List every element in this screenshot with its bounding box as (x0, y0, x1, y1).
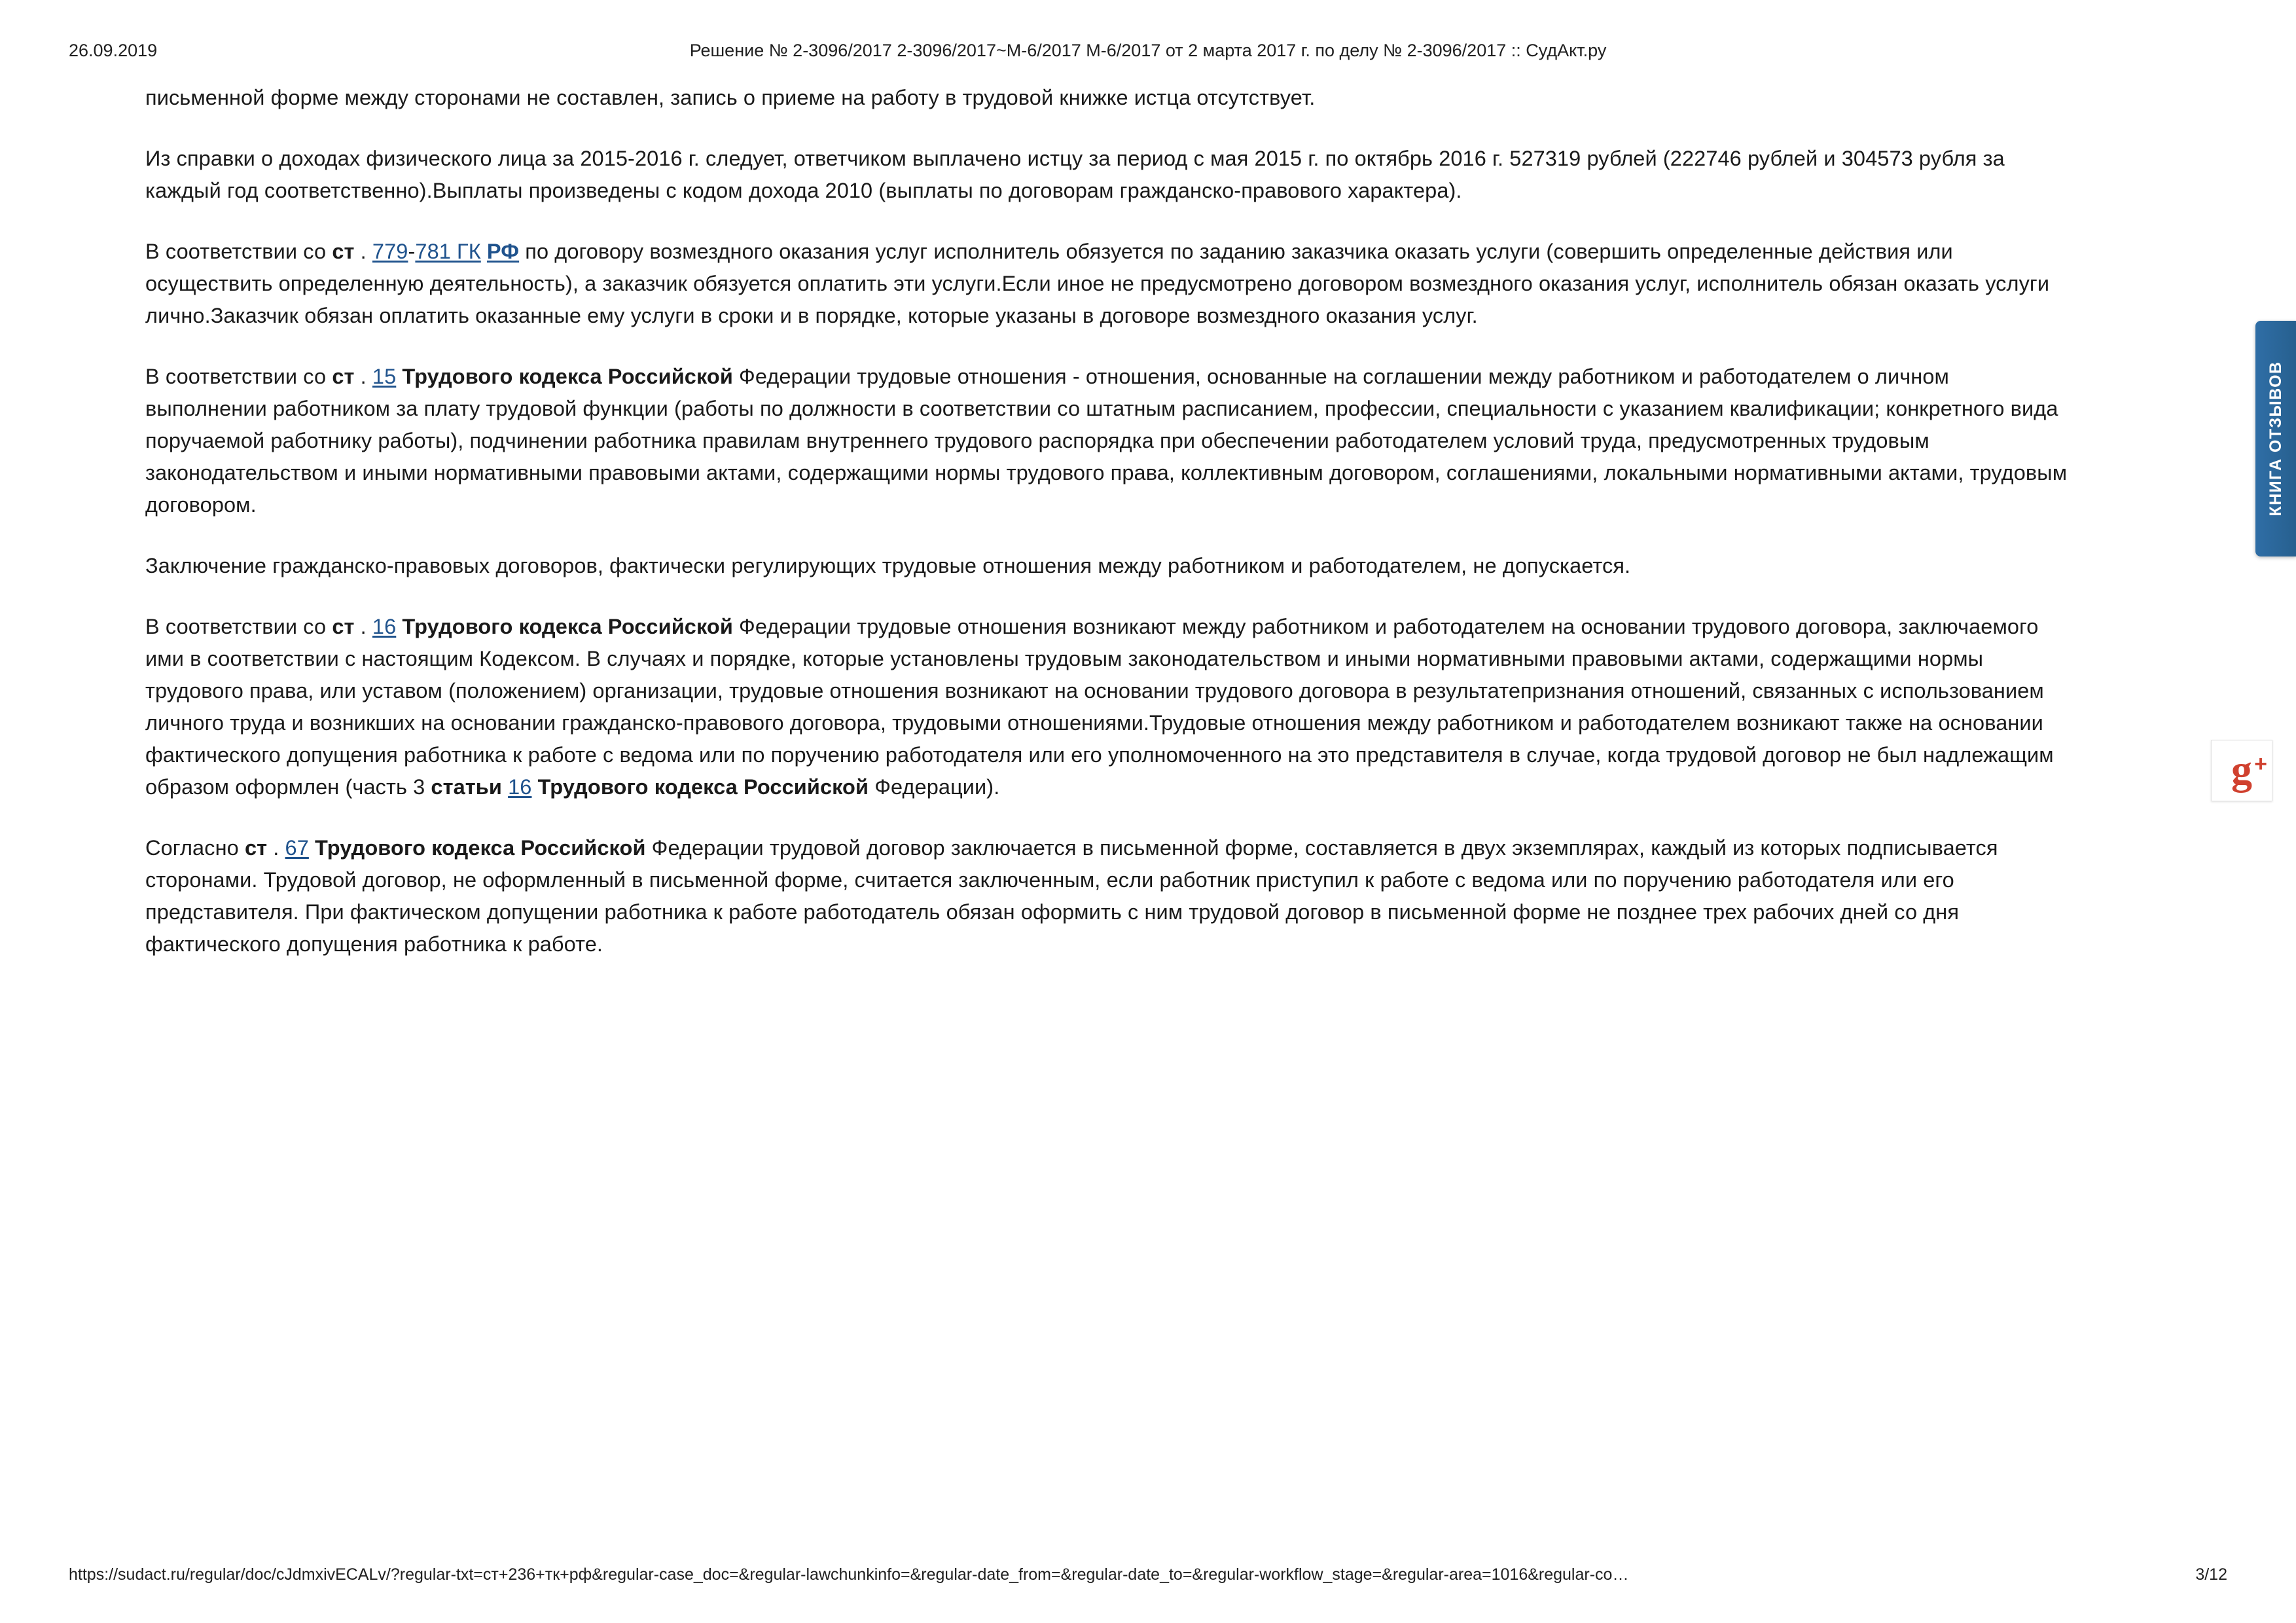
paragraph-5 (145, 550, 2076, 582)
paragraph-6-rest: Федерации трудовые отношения возникают между работником и работодателем на основании трудового договора, заключаемого ими в соответствии с настоящим Кодексом. В случаях и порядке, которые установлены трудовым законодательством и иными нормативными правовыми актами, содержащими нормы трудового права, или уставом (положением) организации, трудовые отношения возникают на основании трудового договора в результатепризнания отношений, связанных с использованием личного труда и возникших на основании гражданско-правового договора, трудовыми отношениями.Трудовые отношения между работником и работодателем возникают также на основании фактического допущения работника к работе с ведома или по поручению работодателя или его уполномоченного на это представителя в случае, когда трудовой договор не был надлежащим образом оформлен (часть 3 (145, 615, 2054, 799)
print-title: Решение № 2-3096/2017 2-3096/2017~М-6/2017 М-6/2017 от 2 марта 2017 г. по делу № 2-3096/2017 :: СудАкт.ру (689, 41, 1607, 60)
print-date: 26.09.2019 (69, 41, 158, 60)
paragraph-6-lead: В соответствии со (145, 615, 332, 638)
feedback-book-tab[interactable] (2255, 321, 2296, 556)
link-tk-16[interactable]: 16 (372, 615, 397, 638)
link-gk-779[interactable]: 779 (372, 240, 408, 263)
link-gk-781[interactable]: 781 ГК (415, 240, 481, 263)
paragraph-7-dot: . (267, 836, 285, 860)
paragraph-3-dash: - (408, 240, 416, 263)
paragraph-2-text: Из справки о доходах физического лица за 2015-2016 г. следует, ответчиком выплачено истцу за период с мая 2015 г. по октябрь 2016 г. 527319 рублей (222746 рублей и 304573 рубля за каждый год соответственно).Выплаты произведены с кодом дохода 2010 (выплаты по договорам гражданско-правового характера). (145, 147, 2005, 202)
paragraph-2 (145, 143, 2076, 207)
paragraph-3-article-label: ст (332, 240, 355, 263)
paragraph-6-bold3: Трудового кодекса Российской (531, 775, 875, 799)
paragraph-6-bold2: статьи (431, 775, 509, 799)
print-page-number: 3/12 (2195, 1565, 2227, 1584)
paragraph-1 (145, 82, 2076, 114)
paragraph-4-rest: Федерации трудовые отношения - отношения, основанные на соглашении между работником и работодателем о личном выполнении работником за плату трудовой функции (работы по должности в соответствии со штатным расписанием, профессии, специальности с указанием квалификации; конкретного вида поручаемой работнику работы), подчинении работника правилам внутреннего трудового распорядка при обеспечении работодателем условий труда, предусмотренных трудовым законодательством и иными нормативными правовыми актами, содержащими нормы трудового права, коллективным договором, соглашениями, локальными нормативными актами, трудовым договором. (145, 365, 2068, 517)
link-tk-16-second[interactable]: 16 (508, 775, 532, 799)
google-plus-icon[interactable] (2211, 740, 2272, 801)
paragraph-6 (145, 611, 2076, 803)
feedback-book-tab-label: КНИГА ОТЗЫВОВ (2267, 361, 2285, 517)
paragraph-3 (145, 236, 2076, 332)
google-plus-letter: g (2231, 746, 2252, 793)
paragraph-4-lead: В соответствии со (145, 365, 332, 388)
print-source-url: https://sudact.ru/regular/doc/cJdmxivECALv/?regular-txt=ст+236+тк+рф&regular-case_doc=&regular-lawchunkinfo=&regular-date_from=&regular-date_to=&regular-workflow_stage=&regular-area=1016&regular-co… (69, 1565, 1629, 1584)
paragraph-6-article-label: ст (332, 615, 355, 638)
paragraph-4-article-label: ст (332, 365, 355, 388)
paragraph-4-bold: Трудового кодекса Российской (396, 365, 740, 388)
paragraph-1-text: письменной форме между сторонами не составлен, запись о приеме на работу в трудовой книжке истца отсутствует. (145, 86, 1316, 109)
paragraph-7-article-label: ст (244, 836, 268, 860)
paragraph-3-rest: по договору возмездного оказания услуг исполнитель обязуется по заданию заказчика оказать услуги (совершить определенные действия или осуществить определенную деятельность), а заказчик обязуется оплатить эти услуги.Если иное не предусмотрено договором возмездного оказания услуг, исполнитель обязан оказать услуги лично.Заказчик обязан оплатить оказанные ему услуги в сроки и в порядке, которые указаны в договоре возмездного оказания услуг. (145, 240, 2050, 327)
link-tk-67[interactable]: 67 (285, 836, 309, 860)
paragraph-7 (145, 832, 2076, 960)
paragraph-6-dot: . (354, 615, 372, 638)
paragraph-6-tail: Федерации). (874, 775, 1000, 799)
document-body (145, 82, 2076, 960)
paragraph-4-dot: . (354, 365, 372, 388)
print-footer (0, 1565, 2296, 1592)
paragraph-7-lead: Согласно (145, 836, 245, 860)
print-header (0, 41, 2296, 67)
google-plus-sign: + (2254, 752, 2267, 776)
link-gk-rf[interactable]: РФ (486, 240, 520, 263)
paragraph-3-lead: В соответствии со (145, 240, 332, 263)
paragraph-6-bold: Трудового кодекса Российской (396, 615, 740, 638)
paragraph-7-rest: Федерации трудовой договор заключается в письменной форме, составляется в двух экземплярах, каждый из которых подписывается сторонами. Трудовой договор, не оформленный в письменной форме, считается заключенным, если работник приступил к работе с ведома или по поручению работодателя или его представителя. При фактическом допущении работника к работе работодатель обязан оформить с ним трудовой договор в письменной форме не позднее трех рабочих дней со дня фактического допущения работника к работе. (145, 836, 1998, 956)
link-tk-15[interactable]: 15 (372, 365, 397, 388)
paragraph-5-text: Заключение гражданско-правовых договоров, фактически регулирующих трудовые отношения между работником и работодателем, не допускается. (145, 554, 1631, 577)
paragraph-7-bold: Трудового кодекса Российской (308, 836, 652, 860)
paragraph-4 (145, 361, 2076, 521)
paragraph-3-dot: . (354, 240, 372, 263)
